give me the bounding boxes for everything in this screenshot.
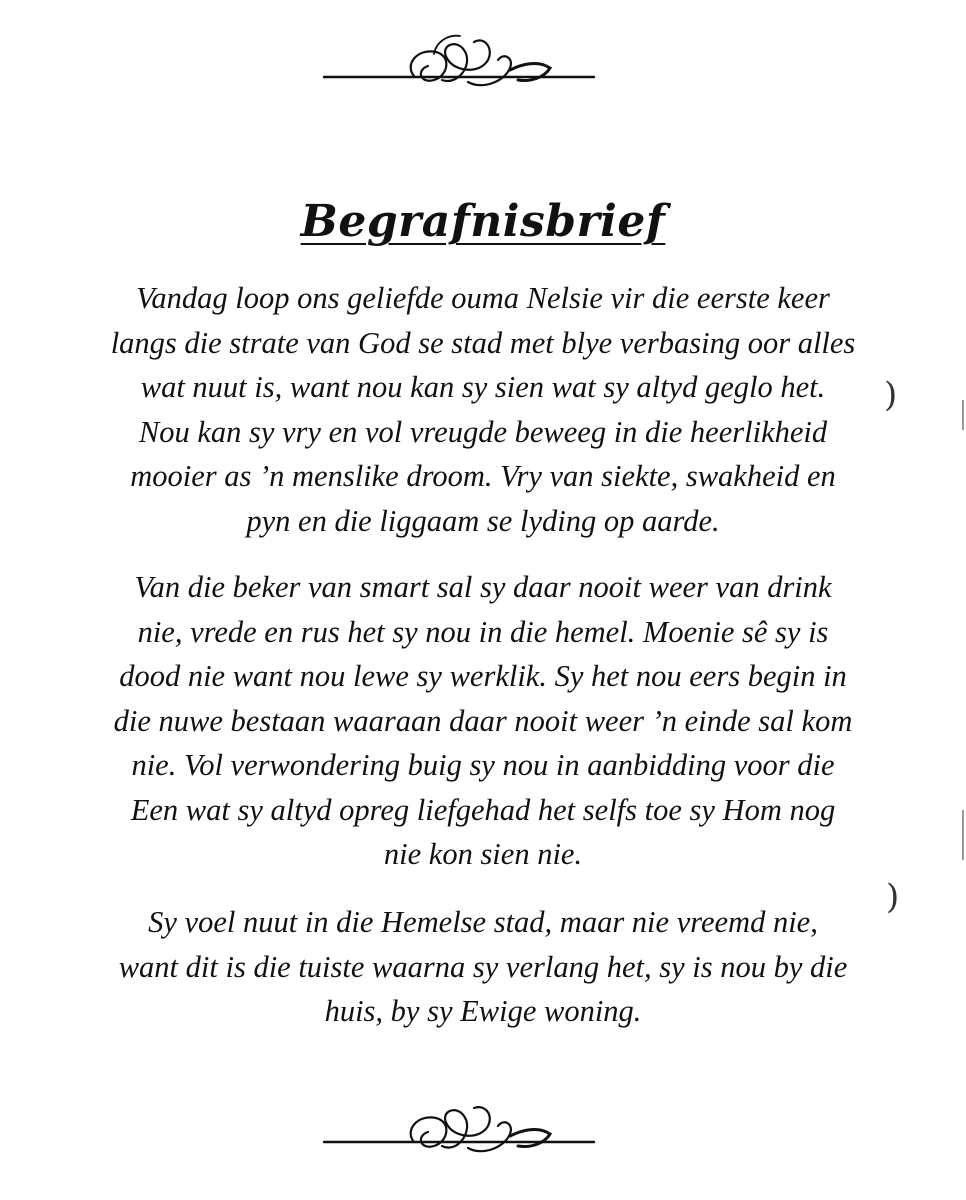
paragraph-line: dood nie want nou lewe sy werklik. Sy het nou eers begin in bbox=[119, 659, 847, 693]
paragraph-line: langs die strate van God se stad met blye verbasing oor alles bbox=[110, 325, 856, 360]
paragraph-1 bbox=[50, 276, 916, 543]
paragraph-line: mooier as ’n menslike droom. Vry van siekte, swakheid en bbox=[130, 459, 836, 493]
page-title: Begrafnisbrief bbox=[300, 196, 666, 247]
paragraph-line: Een wat sy altyd opreg liefgehad het selfs toe sy Hom nog bbox=[130, 792, 836, 827]
paragraph-line: nie. Vol verwondering buig sy nou in aanbidding voor die bbox=[131, 748, 835, 782]
bottom-flourish-icon bbox=[318, 1098, 600, 1168]
paragraph-line: die nuwe bestaan waaraan daar nooit weer ’n einde sal kom bbox=[113, 703, 853, 738]
paragraph-line: wat nuut is, want nou kan sy sien wat sy altyd geglo het. bbox=[140, 370, 826, 404]
paragraph-line: Van die beker van smart sal sy daar nooit weer van drink bbox=[134, 570, 832, 604]
page-edge-mark bbox=[962, 810, 964, 860]
paragraph-3 bbox=[50, 900, 916, 1034]
binder-hole-mark: ) bbox=[884, 375, 898, 415]
paragraph-line: Nou kan sy vry en vol vreugde beweeg in die heerlikheid bbox=[138, 414, 828, 449]
paragraph-line: huis, by sy Ewige woning. bbox=[324, 994, 642, 1028]
top-flourish-icon bbox=[318, 24, 600, 94]
binder-hole-mark: ) bbox=[886, 877, 900, 917]
paragraph-line: pyn en die liggaam se lyding op aarde. bbox=[246, 503, 720, 538]
paragraph-line: Sy voel nuut in die Hemelse stad, maar nie vreemd nie, bbox=[148, 905, 818, 939]
paragraph-line: nie kon sien nie. bbox=[383, 837, 583, 871]
paragraph-line: Vandag loop ons geliefde ouma Nelsie vir die eerste keer bbox=[136, 281, 830, 315]
page-edge-mark bbox=[962, 400, 964, 430]
paragraph-2 bbox=[50, 565, 916, 877]
paragraph-line: nie, vrede en rus het sy nou in die hemel. Moenie sê sy is bbox=[137, 614, 829, 649]
paragraph-line: want dit is die tuiste waarna sy verlang het, sy is nou by die bbox=[118, 949, 848, 984]
